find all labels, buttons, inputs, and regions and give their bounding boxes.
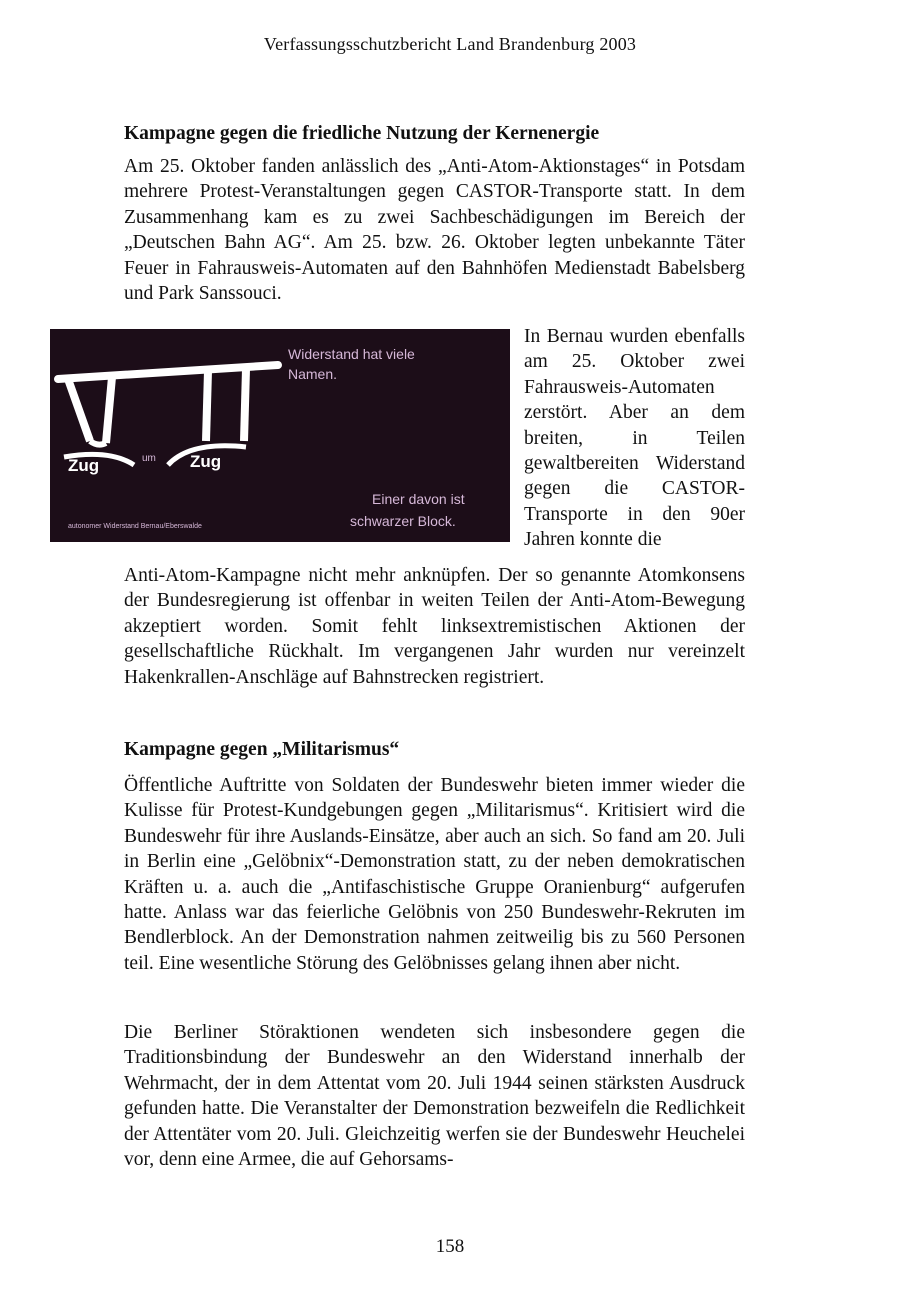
poster-label-right: Zug <box>190 452 222 471</box>
poster-label-middle: um <box>142 453 156 464</box>
paragraph-anti-atom-day: Am 25. Oktober fanden anlässlich des „Anti-Atom-Aktionstages“ in Potsdam mehrere Protest-Veranstaltungen gegen CASTOR-Transporte statt. In dem Zusammenhang kam es zu zwei Sachbeschädigungen im Bereich der „Deutschen Bahn AG“. Am 25. bzw. 26. Oktober legten unbekannte Täter Feuer in Fahrausweis-Automaten auf den Bahnhöfen Medienstadt Babelsberg und Park Sanssouci. <box>124 156 745 305</box>
poster-text-bottom-1: Einer davon ist <box>372 491 465 507</box>
paragraph-berlin-actions: Die Berliner Störaktionen wendeten sich insbesondere gegen die Traditionsbindung der Bundeswehr an den Widerstand innerhalb der Wehrmacht, der in dem Attentat vom 20. Juli 1944 seinen stärksten Ausdruck gefunden hatte. Die Veranstalter der Demonstration bezweifeln die Redlichkeit der Attentäter vom 20. Juli. Gleichzeitig werfen sie der Bundeswehr Heuchelei vor, denn eine Armee, die auf Gehorsams- <box>124 1022 745 1171</box>
poster-footer-text: autonomer Widerstand Bernau/Eberswalde <box>68 523 202 530</box>
paragraph-bernau-side: In Bernau wurden ebenfalls am 25. Oktober zwei Fahrausweis-Automaten zerstört. Aber an dem breiten, in Teilen gewaltbereiten Widerstand gegen die CASTOR-Transporte in den 90er Jahren konnte die <box>524 326 745 551</box>
poster-label-left: Zug <box>68 456 100 475</box>
section-heading-militarism: Kampagne gegen „Militarismus“ <box>124 739 400 760</box>
poster-text-top-1: Widerstand hat viele <box>288 346 415 362</box>
paragraph-geloebnix: Öffentliche Auftritte von Soldaten der Bundeswehr bieten immer wieder die Kulisse für Protest-Kundgebungen gegen „Militarismus“. Kritisiert wird die Bundeswehr für ihre Auslands-Einsätze, aber auch an sich. So fand am 20. Juli in Berlin eine „Gelöbnix“-Demonstration statt, zu der neben demokratischen Kräften u. a. auch die „Antifaschistische Gruppe Oranienburg“ aufgerufen hatte. Anlass war das feierliche Gelöbnis von 250 Bundeswehr-Rekruten im Bendlerblock. An der Demonstration nahmen zeitweilig bis zu 560 Personen teil. Eine wesentliche Störung des Gelöbnisses gelang ihnen aber nicht. <box>124 775 745 974</box>
rail-clamp-drawing <box>50 329 510 542</box>
running-header: Verfassungsschutzbericht Land Brandenburg 2003 <box>263 34 637 54</box>
paragraph-bernau-continued: Anti-Atom-Kampagne nicht mehr anknüpfen. Der so genannte Atomkonsens der Bundesregierung ist offenbar in weiten Teilen der Anti-Atom-Bewegung akzeptiert worden. Somit fehlt linksextremistischen Aktionen der gesellschaftliche Rückhalt. Im vergangenen Jahr wurden nur vereinzelt Hakenkrallen-Anschläge auf Bahnstrecken registriert. <box>124 565 745 688</box>
page-number: 158 <box>435 1236 465 1257</box>
section-heading-nuclear: Kampagne gegen die friedliche Nutzung der Kernenergie <box>124 123 600 144</box>
protest-poster-image <box>50 329 510 542</box>
poster-text-top-2: Namen. <box>288 366 338 382</box>
poster-text-bottom-2: schwarzer Block. <box>350 513 456 529</box>
